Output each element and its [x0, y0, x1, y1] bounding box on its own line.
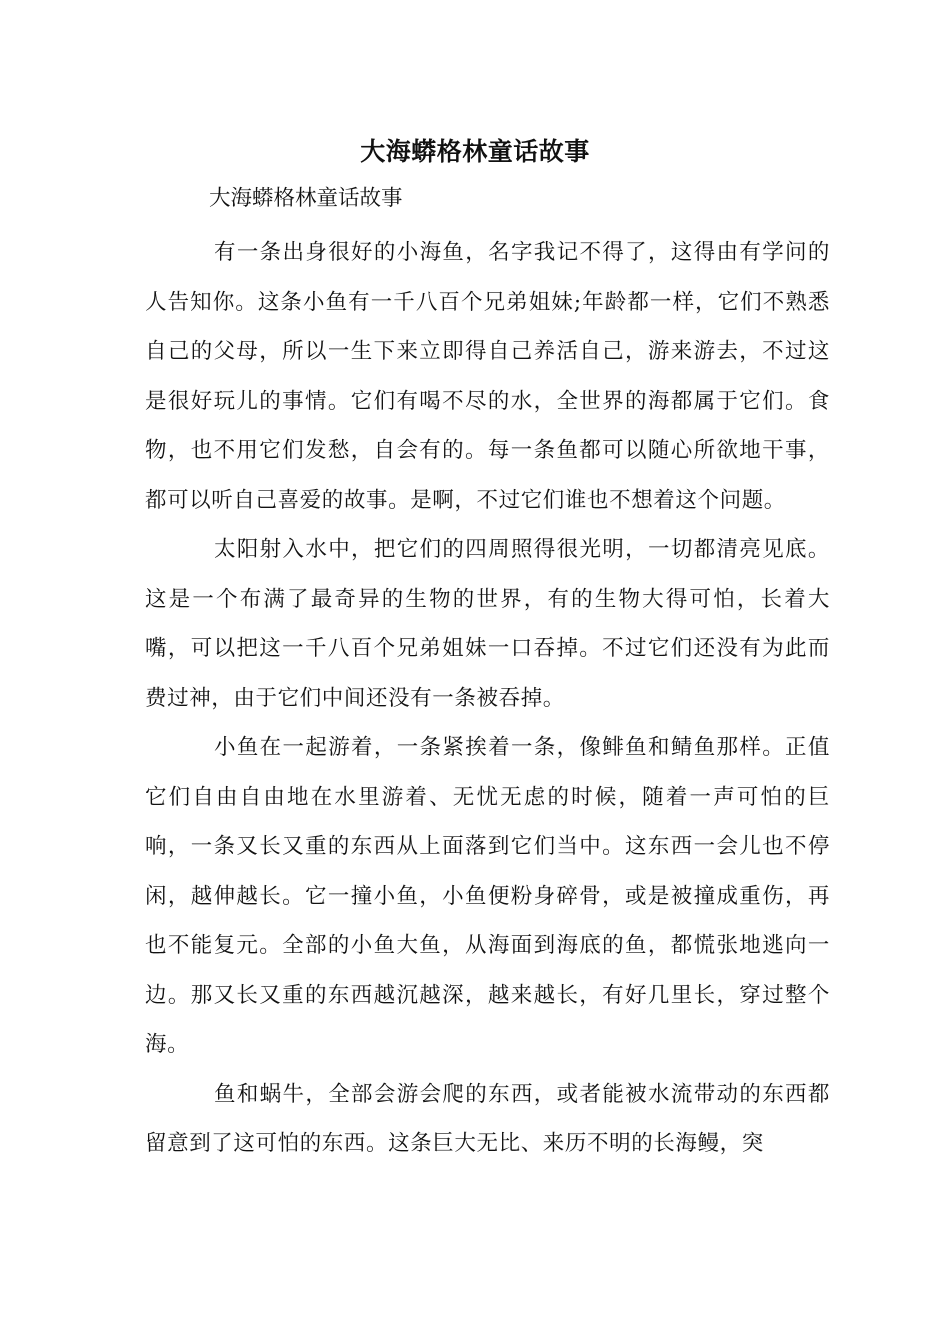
paragraph: 太阳射入水中，把它们的四周照得很光明，一切都清亮见底。这是一个布满了最奇异的生物的世界，有的生物大得可怕，长着大嘴，可以把这一千八百个兄弟姐妹一口吞掉。不过它们还没有为此而费过神，由于它们中间还没有一条被吞掉。 [145, 537, 830, 711]
paragraph: 鱼和蜗牛，全部会游会爬的东西，或者能被水流带动的东西都留意到了这可怕的东西。这条巨大无比、来历不明的长海鳗，突 [145, 1081, 830, 1156]
document-body [145, 228, 830, 1169]
document-subtitle: 大海蟒格林童话故事 [209, 186, 403, 211]
document-title: 大海蟒格林童话故事 [360, 137, 590, 166]
paragraph: 有一条出身很好的小海鱼，名字我记不得了，这得由有学问的人告知你。这条小鱼有一千八百个兄弟姐妹;年龄都一样，它们不熟悉自己的父母，所以一生下来立即得自己养活自己，游来游去，不过这是很好玩儿的事情。它们有喝不尽的水，全世界的海都属于它们。食物，也不用它们发愁，自会有的。每一条鱼都可以随心所欲地干事，都可以听自己喜爱的故事。是啊，不过它们谁也不想着这个问题。 [145, 240, 830, 513]
paragraph: 小鱼在一起游着，一条紧挨着一条，像鲱鱼和鲭鱼那样。正值它们自由自由地在水里游着、无忧无虑的时候，随着一声可怕的巨响，一条又长又重的东西从上面落到它们当中。这东西一会儿也不停闲，越伸越长。它一撞小鱼，小鱼便粉身碎骨，或是被撞成重伤，再也不能复元。全部的小鱼大鱼，从海面到海底的鱼，都慌张地逃向一边。那又长又重的东西越沉越深，越来越长，有好几里长，穿过整个海。 [145, 735, 830, 1057]
